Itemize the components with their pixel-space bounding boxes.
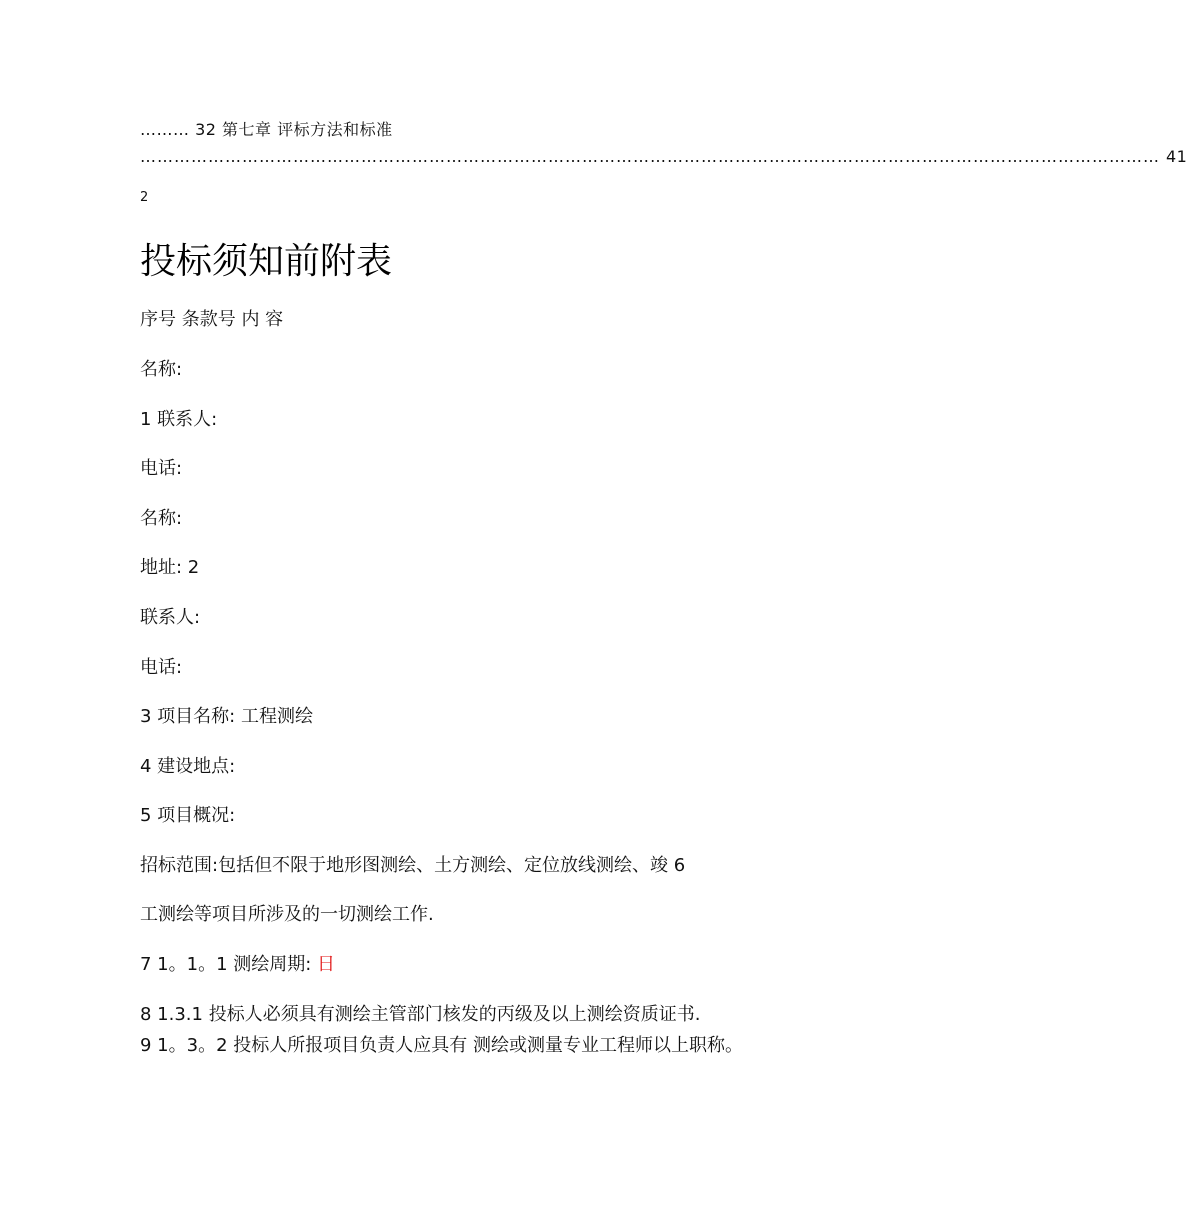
page-title: 投标须知前附表 — [140, 241, 393, 282]
list-item: 3 项目名称: 工程测绘 — [140, 706, 313, 727]
list-item: 9 1。3。2 投标人所报项目负责人应具有 测绘或测量专业工程师以上职称。 — [140, 1035, 743, 1056]
list-item: 1 联系人: — [140, 409, 218, 430]
list-item: 工测绘等项目所涉及的一切测绘工作. — [140, 904, 434, 925]
list-item: 电话: — [140, 657, 183, 678]
toc-line-dots — [140, 145, 1187, 169]
list-item: 联系人: — [140, 607, 201, 628]
list-item: 8 1.3.1 投标人必须具有测绘主管部门核发的丙级及以上测绘资质证书. — [140, 1004, 701, 1025]
toc-leader-dots: ……………………………………………………………………………………………………………………………………………………………… — [140, 147, 1160, 166]
page-number: 2 — [140, 190, 149, 205]
duration-value: 日 — [317, 954, 336, 975]
list-item: 名称: — [140, 508, 183, 529]
list-item: 招标范围:包括但不限于地形图测绘、土方测绘、定位放线测绘、竣 6 — [140, 855, 686, 876]
list-item: 4 建设地点: — [140, 756, 236, 777]
list-item: 电话: — [140, 458, 183, 479]
list-item: 地址: 2 — [140, 557, 200, 578]
toc-page-number: 41 — [1166, 147, 1187, 166]
list-item: 名称: — [140, 359, 183, 380]
toc-line-chapter7: ……… 32 第七章 评标方法和标准 — [140, 120, 393, 139]
table-header-row: 序号 条款号 内 容 — [140, 309, 284, 330]
duration-label: 7 1。1。1 测绘周期: — [140, 954, 318, 975]
list-item — [140, 953, 335, 977]
list-item: 5 项目概况: — [140, 805, 236, 826]
